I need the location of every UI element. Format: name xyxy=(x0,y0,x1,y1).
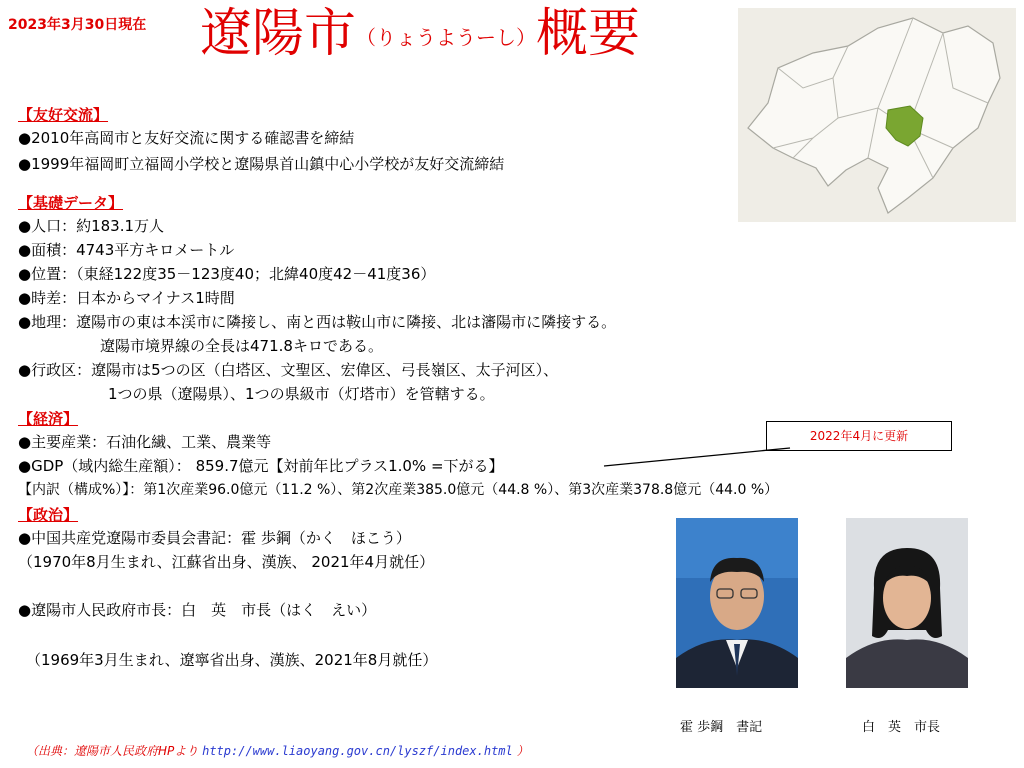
basic-admin-cont: 1つの県（遼陽県）、1つの県級市（灯塔市）を管轄する。 xyxy=(108,385,495,403)
basic-position: ●位置：（東経122度35－123度40；北緯40度42－41度36） xyxy=(18,265,436,283)
page-title xyxy=(200,4,640,68)
basic-heading: 【基礎データ】 xyxy=(18,194,124,212)
friendship-heading: 【友好交流】 xyxy=(18,106,109,124)
title-main: 遼陽市 xyxy=(200,4,357,64)
date-label: 2023年3月30日現在 xyxy=(8,17,147,33)
secretary-portrait-image xyxy=(676,518,798,688)
source-url-link[interactable]: http://www.liaoyang.gov.cn/lyszf/index.html xyxy=(202,744,513,758)
basic-area: ●面積：4743平方キロメートル xyxy=(18,241,235,259)
party-secretary-bio: （1970年8月生まれ、江蘇省出身、漢族、 2021年4月就任） xyxy=(18,553,435,571)
source-suffix: ） xyxy=(516,744,529,758)
secretary-caption: 霍 歩鋼 書記 xyxy=(680,720,763,735)
secretary-photo xyxy=(676,518,798,692)
mayor: ●遼陽市人民政府市長：白 英 市長（はく えい） xyxy=(18,601,377,619)
basic-timezone: ●時差：日本からマイナス1時間 xyxy=(18,289,235,307)
economy-gdp: ●GDP（域内総生産額）： 859.7億元【対前年比プラス1.0% =下がる】 xyxy=(18,457,504,475)
basic-population: ●人口：約183.1万人 xyxy=(18,217,165,235)
mayor-bio: （1969年3月生まれ、遼寧省出身、漢族、2021年8月就任） xyxy=(26,651,438,669)
economy-industry: ●主要産業：石油化繊、工業、農業等 xyxy=(18,433,272,451)
mayor-portrait-image xyxy=(846,518,968,688)
update-callout: 2022年4月に更新 xyxy=(766,421,952,451)
title-reading: （りょうようーし） xyxy=(356,25,537,50)
source-note xyxy=(26,742,529,759)
politics-heading: 【政治】 xyxy=(18,506,79,524)
mayor-caption: 白 英 市長 xyxy=(862,720,941,735)
economy-heading: 【経済】 xyxy=(18,410,79,428)
basic-geography: ●地理：遼陽市の東は本渓市に隣接し、南と西は鞍山市に隣接、北は瀋陽市に隣接する。 xyxy=(18,313,617,331)
economy-breakdown: 【内訳（構成%）】：第1次産業96.0億元（11.2 %）、第2次産業385.0億元（44.8 %）、第3次産業378.8億元（44.0 %） xyxy=(18,482,779,498)
mayor-photo xyxy=(846,518,968,692)
friendship-line-2: ●1999年福岡町立福岡小学校と遼陽県首山鎮中心小学校が友好交流締結 xyxy=(18,155,505,173)
basic-geography-cont: 遼陽市境界線の全長は471.8キロである。 xyxy=(100,337,383,355)
callout-pointer xyxy=(600,440,800,470)
liaoning-map-image xyxy=(738,8,1016,222)
province-map xyxy=(738,8,1016,222)
friendship-line-1: ●2010年高岡市と友好交流に関する確認書を締結 xyxy=(18,129,355,147)
source-prefix: （出典：遼陽市人民政府HPより xyxy=(26,744,199,758)
basic-admin: ●行政区：遼陽市は5つの区（白塔区、文聖区、宏偉区、弓長嶺区、太子河区）、 xyxy=(18,361,559,379)
title-suffix: 概要 xyxy=(536,4,641,64)
party-secretary: ●中国共産党遼陽市委員会書記：霍 歩鋼（かく ほこう） xyxy=(18,529,411,547)
